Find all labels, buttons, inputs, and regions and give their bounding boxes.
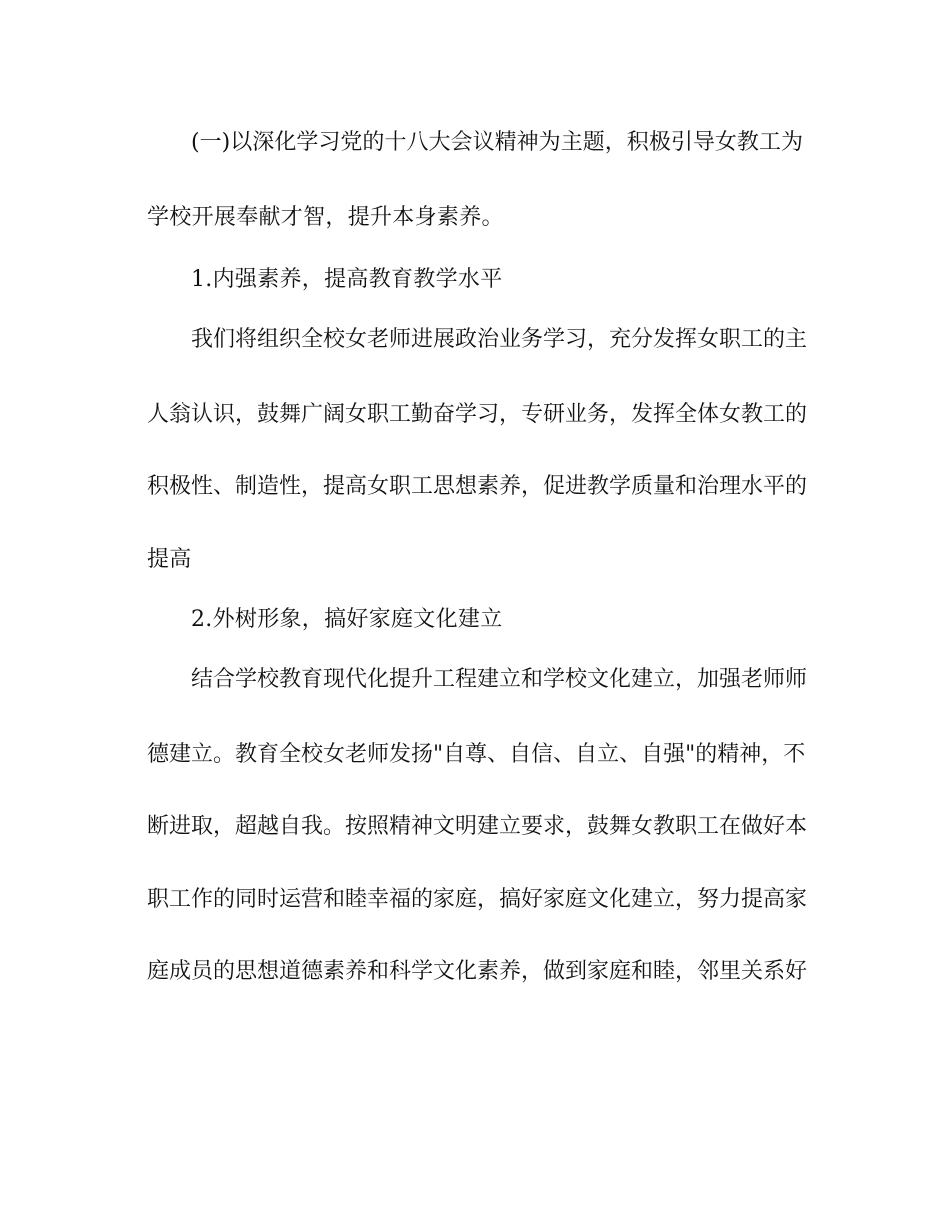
item-2-title: 2.外树形象，搞好家庭文化建立 — [191, 607, 503, 632]
item-1-title: 1.内强素养，提高教育教学水平 — [191, 267, 503, 292]
paragraph-2-line-2: 德建立。教育全校女老师发扬"自尊、自信、自立、自强"的精神，不 — [147, 742, 806, 767]
section-heading-line-2: 学校开展奉献才智，提升本身素养。 — [147, 205, 504, 230]
paragraph-1-line-3: 积极性、制造性，提高女职工思想素养，促进教学质量和治理水平的 — [147, 474, 808, 499]
paragraph-2-line-1: 结合学校教育现代化提升工程建立和学校文化建立，加强老师师 — [191, 667, 808, 692]
paragraph-1-line-4: 提高 — [147, 547, 192, 572]
paragraph-1-line-2: 人翁认识，鼓舞广阔女职工勤奋学习，专研业务，发挥全体女教工的 — [147, 402, 808, 427]
paragraph-1-line-1: 我们将组织全校女老师进展政治业务学习，充分发挥女职工的主 — [191, 327, 808, 352]
paragraph-2-line-3: 断进取，超越自我。按照精神文明建立要求，鼓舞女教职工在做好本 — [147, 814, 808, 839]
paragraph-2-line-5: 庭成员的思想道德素养和科学文化素养，做到家庭和睦，邻里关系好 — [147, 959, 808, 984]
paragraph-2-line-4: 职工作的同时运营和睦幸福的家庭，搞好家庭文化建立，努力提高家 — [147, 887, 808, 912]
section-heading-line-1: (一)以深化学习党的十八大会议精神为主题，积极引导女教工为 — [191, 130, 803, 155]
